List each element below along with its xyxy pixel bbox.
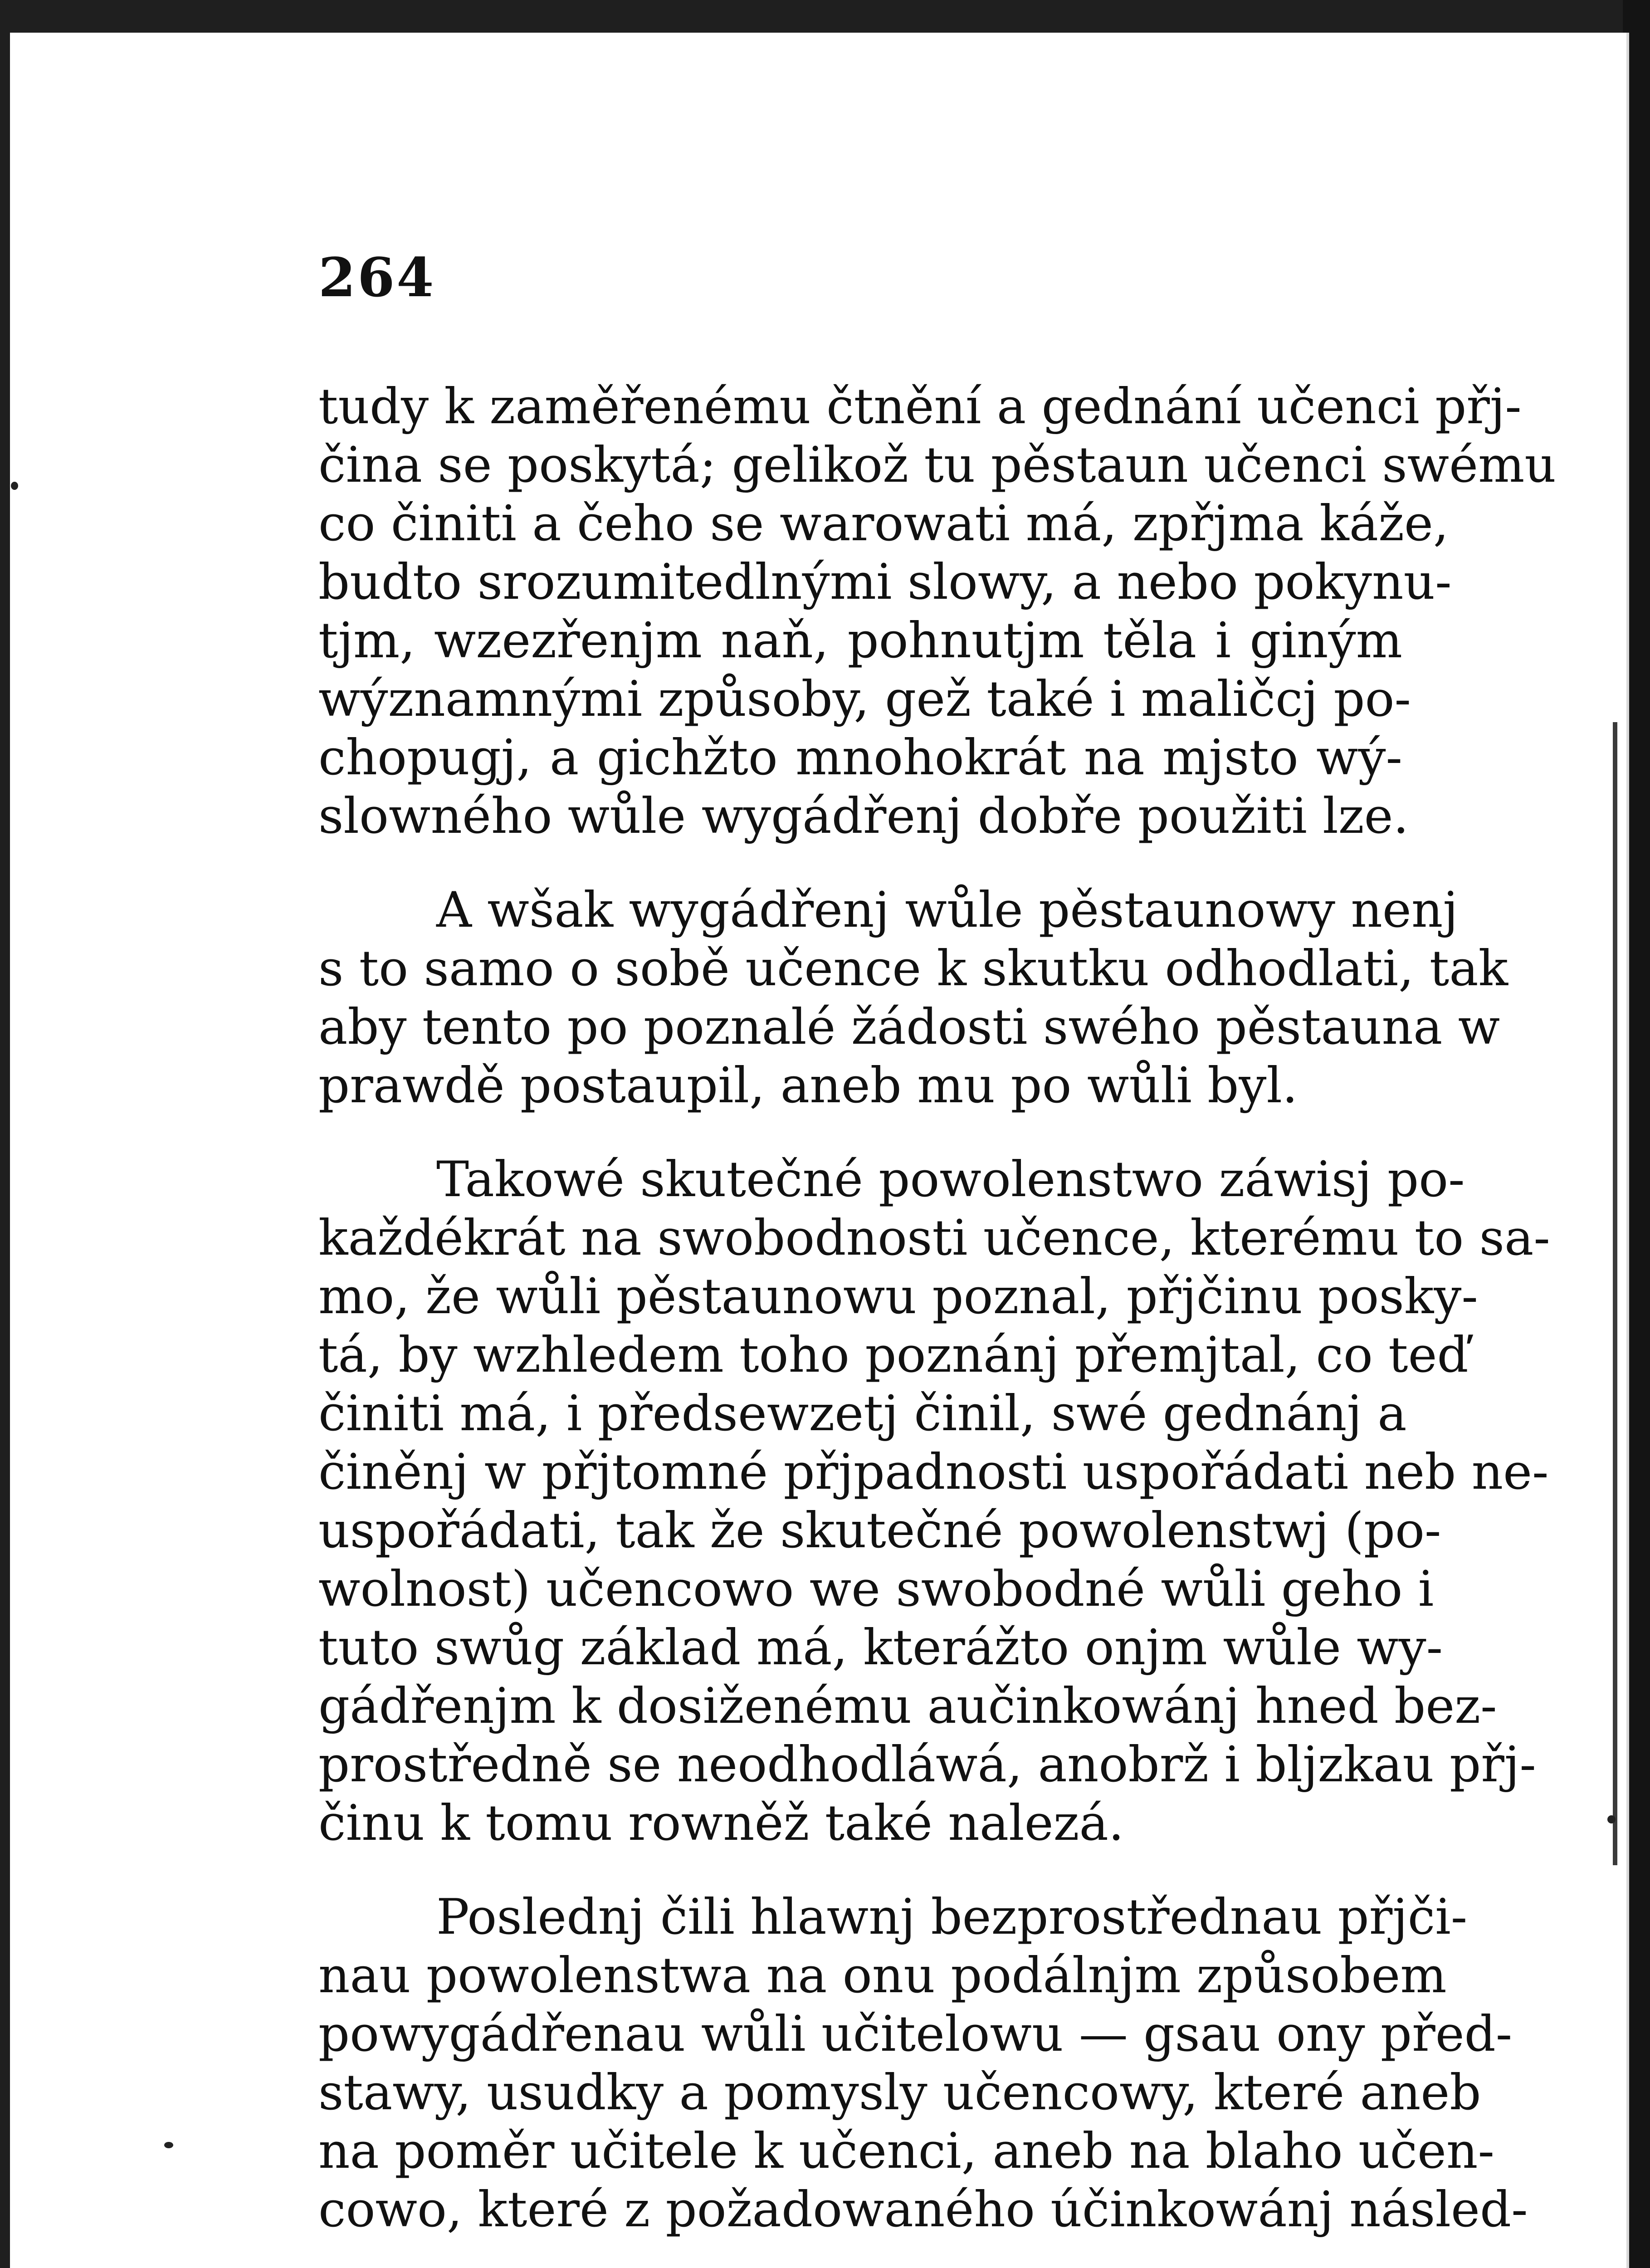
text-line: prawdě postaupil, aneb mu po wůli byl. bbox=[318, 1057, 1298, 1114]
page-edge-shadow bbox=[1613, 722, 1617, 1865]
ink-speck bbox=[11, 482, 18, 490]
ink-speck bbox=[1607, 1815, 1616, 1823]
text-line: čina se poskytá; gelikož tu pěstaun učenci swému bbox=[318, 437, 1556, 494]
text-line: tá, by wzhledem toho poznánj přemjtal, co teď bbox=[318, 1327, 1469, 1383]
text-line: tjm, wzezřenjm naň, pohnutjm těla i giným bbox=[318, 612, 1402, 669]
book-page bbox=[10, 33, 1629, 2268]
text-line: Takowé skutečné powolenstwo záwisj po- bbox=[436, 1151, 1465, 1208]
text-line: Poslednj čili hlawnj bezprostřednau přjči- bbox=[436, 1889, 1468, 1945]
text-line: tudy k zaměřenému čtnění a gednání učenci přj- bbox=[318, 378, 1522, 435]
text-line: wýznamnými způsoby, gež také i maličcj po- bbox=[318, 671, 1411, 728]
text-line: stawy, usudky a pomysly učencowy, které aneb bbox=[318, 2064, 1481, 2121]
paragraph bbox=[318, 881, 1508, 1115]
text-line: wolnost) učencowo we swobodné wůli geho i bbox=[318, 1561, 1434, 1618]
text-line: A wšak wygádřenj wůle pěstaunowy nenj bbox=[436, 882, 1458, 938]
paragraph bbox=[318, 1888, 1528, 2239]
text-line: činu k tomu rowněž také nalezá. bbox=[318, 1795, 1124, 1852]
text-line: uspořádati, tak že skutečné powolenstwj (po- bbox=[318, 1502, 1441, 1559]
text-line: cowo, které z požadowaného účinkowánj násled- bbox=[318, 2181, 1528, 2238]
text-line: činiti má, i předsewzetj činil, swé gednánj a bbox=[318, 1385, 1407, 1442]
text-line: na poměr učitele k učenci, aneb na blaho učen- bbox=[318, 2123, 1494, 2180]
paragraph bbox=[318, 1150, 1550, 1853]
text-line: slowného wůle wygádřenj dobře použiti lze. bbox=[318, 788, 1409, 845]
body-text bbox=[318, 377, 1556, 2239]
text-line: tuto swůg základ má, kterážto onjm wůle wy- bbox=[318, 1619, 1443, 1676]
text-line: každékrát na swobodnosti učence, kterému to sa- bbox=[318, 1210, 1550, 1266]
ink-speck bbox=[164, 2142, 173, 2148]
page-number: 264 bbox=[318, 246, 436, 309]
paragraph bbox=[318, 377, 1556, 846]
text-line: s to samo o sobě učence k skutku odhodlati, tak bbox=[318, 940, 1508, 997]
text-line: gádřenjm k dosiženému aučinkowánj hned bez- bbox=[318, 1678, 1497, 1735]
text-line: činěnj w přjtomné přjpadnosti uspořádati neb ne- bbox=[318, 1444, 1549, 1501]
text-line: powygádřenau wůli učitelowu — gsau ony před- bbox=[318, 2006, 1513, 2063]
text-line: prostředně se neodhodláwá, anobrž i bljzkau přj- bbox=[318, 1736, 1536, 1793]
text-line: nau powolenstwa na onu podálnjm způsobem bbox=[318, 1947, 1447, 2004]
text-line: mo, že wůli pěstaunowu poznal, přjčinu posky- bbox=[318, 1268, 1478, 1325]
text-line: co činiti a čeho se warowati má, zpřjma káže, bbox=[318, 495, 1449, 552]
text-line: chopugj, a gichžto mnohokrát na mjsto wý- bbox=[318, 729, 1402, 786]
text-line: budto srozumitedlnými slowy, a nebo pokynu- bbox=[318, 554, 1452, 611]
text-line: aby tento po poznalé žádosti swého pěstauna w bbox=[318, 999, 1500, 1056]
